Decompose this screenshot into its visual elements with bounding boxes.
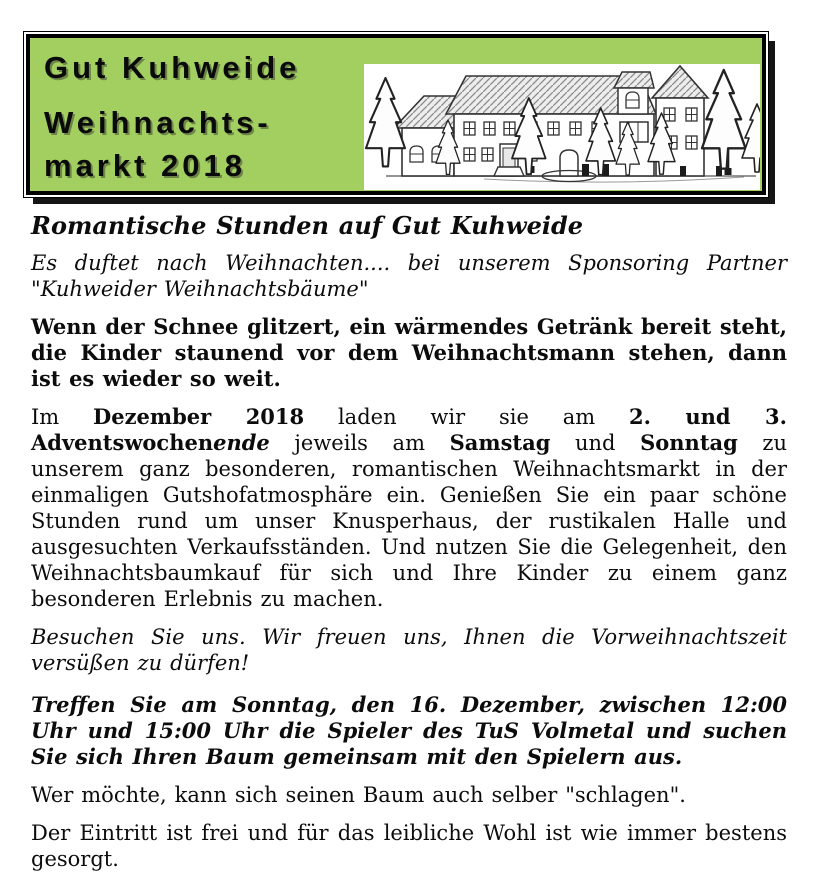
text-run: Samstag: [449, 430, 551, 455]
text-run: Im: [31, 405, 94, 429]
text-run: zu unserem ganz besonderen, romantischen Weihnachtsmarkt in der einmaligen Gutshofatmosphäre ein. Genießen Sie ein paar schöne Stunden rund um unser Knusperhaus, der rustikalen Halle und ausgesuchten Verkaufsständen. Und nutzen Sie die Gelegenheit, den Weihnachtsbaumkauf für sich und Ihre Kinder zu einem ganz besonderen Erlebnis zu machen.: [31, 431, 788, 611]
text-run: Sonntag: [640, 430, 738, 455]
text-run: Der Eintritt ist frei und für das leibliche Wohl ist wie immer bestens gesorgt.: [31, 821, 787, 871]
text-run: Besuchen Sie uns. Wir freuen uns, Ihnen die Vorweihnachtszeit versüßen zu dürfen!: [31, 625, 787, 675]
paragraph: [31, 692, 787, 770]
paragraph: [31, 314, 787, 392]
header-titles: [30, 38, 364, 191]
text-run: Dezember 2018: [93, 404, 305, 429]
text-run: und: [550, 431, 641, 455]
text-run: Treffen Sie am Sonntag, den 16. Dezember, zwischen 12:00 Uhr und 15:00 Uhr die Spieler des TuS Volmetal und suchen Sie sich Ihren Baum gemeinsam mit den Spielern aus.: [31, 692, 787, 769]
title-line-2: Weihnachts-: [44, 105, 272, 140]
title-line-1: Gut Kuhweide: [44, 50, 301, 85]
paragraph: [31, 212, 787, 240]
header-banner: [26, 34, 766, 195]
text-run: ende: [213, 430, 270, 455]
text-run: Wer möchte, kann sich seinen Baum auch selber "schlagen".: [31, 783, 686, 807]
paragraph: [31, 624, 787, 676]
text-run: Romantische Stunden auf Gut Kuhweide: [31, 211, 584, 240]
header-box: [26, 34, 766, 195]
text-run: Wenn der Schnee glitzert, ein wärmendes Getränk bereit steht, die Kinder staunend vor dem Weihnachtsmann stehen, dann ist es wieder so weit.: [31, 314, 787, 391]
text-run: jeweils am: [269, 431, 450, 455]
paragraph: [31, 820, 787, 872]
manor-christmas-trees-illustration: [364, 64, 760, 190]
paragraph: [31, 782, 787, 808]
title-line-3: markt 2018: [44, 148, 247, 183]
paragraph: [31, 404, 787, 612]
document-body: [31, 212, 787, 883]
text-run: laden wir sie am: [304, 405, 629, 429]
text-run: Es duftet nach Weihnachten.... bei unserem Sponsoring Partner "Kuhweider Weihnachtsbäume": [31, 251, 787, 301]
paragraph: [31, 250, 787, 302]
text-run: 2. und 3. Adventswochen: [31, 404, 787, 455]
